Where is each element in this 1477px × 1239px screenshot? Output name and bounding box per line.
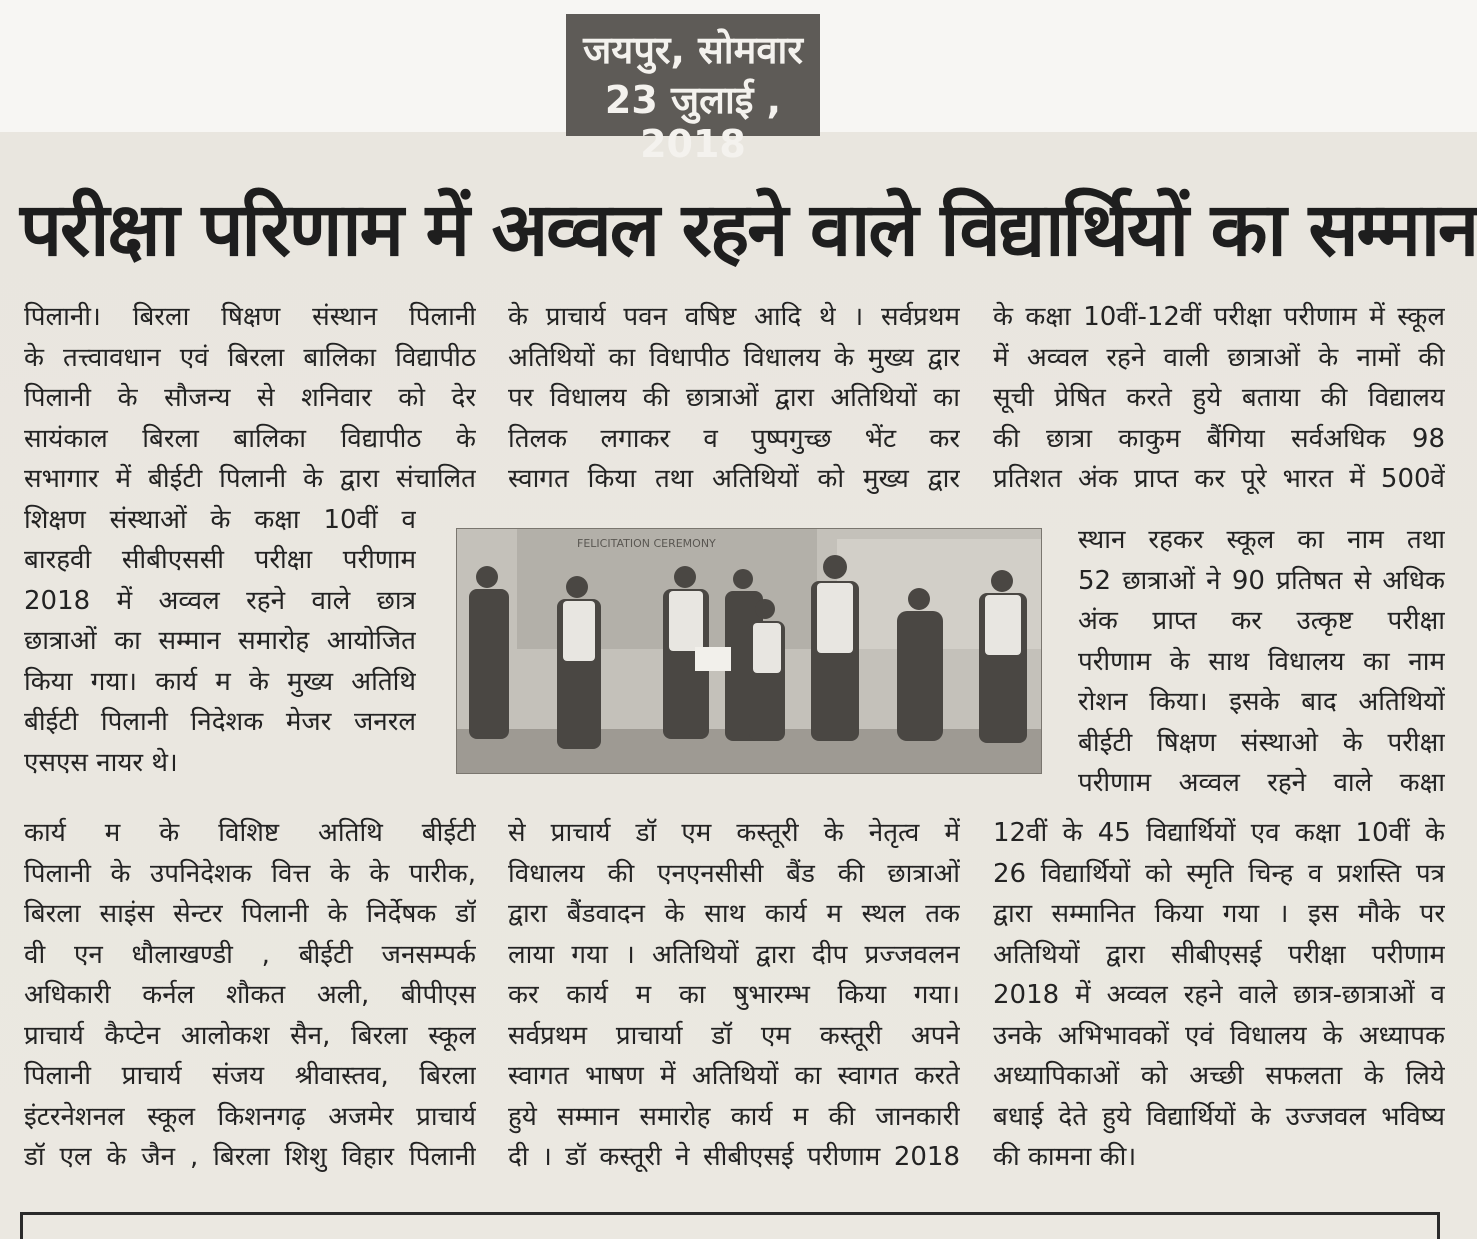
column-1-top bbox=[24, 297, 476, 783]
text-line: हुये सम्मान समारोह कार्य म की जानकारी bbox=[508, 1101, 960, 1132]
text-line: शिक्षण संस्थाओं के कक्षा 10वीं व bbox=[24, 504, 416, 535]
ceremony-photo bbox=[456, 528, 1042, 774]
text-line: पिलानी के उपनिदेशक वित्त के के पारीक, bbox=[24, 858, 476, 889]
column-2-bottom bbox=[508, 813, 960, 1178]
text-line: के प्राचार्य पवन वषिष्ट आदि थे । सर्वप्रथम bbox=[508, 302, 960, 332]
text-line: स्थान रहकर स्कूल का नाम तथा bbox=[1078, 525, 1445, 555]
text-line: पिलानी के सौजन्य से शनिवार को देर bbox=[24, 383, 476, 413]
column-2-top bbox=[508, 297, 960, 500]
text-line: छात्राओं का सम्मान समारोह आयोजित bbox=[24, 626, 416, 656]
text-line: द्वारा बैंडवादन के साथ कार्य म स्थल तक bbox=[508, 899, 960, 929]
column-1-bottom bbox=[24, 813, 476, 1178]
text-line: परीणाम अव्वल रहने वाले कक्षा bbox=[1078, 768, 1445, 798]
text-line: इंटरनेशनल स्कूल किशनगढ़ अजमेर प्राचार्य bbox=[24, 1101, 476, 1132]
text-line: की छात्रा काकुम बैंगिया सर्वअधिक 98 bbox=[993, 423, 1445, 454]
text-line: पर विधालय की छात्राओं द्वारा अतिथियों का bbox=[508, 383, 960, 413]
text-line: सर्वप्रथम प्राचार्या डॉ एम कस्तूरी अपने bbox=[508, 1020, 960, 1051]
text-line: बिरला साइंस सेन्टर पिलानी के निर्देषक डॉ bbox=[24, 899, 476, 929]
text-line: बधाई देते हुये विद्यार्थियों के उज्जवल भविष्य bbox=[993, 1101, 1445, 1132]
text-line: कर कार्य म का षुभारम्भ किया गया। bbox=[508, 980, 960, 1010]
text-line: अतिथियों द्वारा सीबीएसई परीक्षा परीणाम bbox=[993, 939, 1445, 970]
text-line: उनके अभिभावकों एवं विधालय के अध्यापक bbox=[993, 1020, 1445, 1051]
text-line: वी एन धौलाखण्डी , बीईटी जनसम्पर्क bbox=[24, 939, 476, 970]
column-3-top bbox=[993, 297, 1445, 500]
text-line: 52 छात्राओं ने 90 प्रतिषत से अधिक bbox=[1078, 565, 1445, 596]
text-line: किया गया। कार्य म के मुख्य अतिथि bbox=[24, 666, 416, 697]
text-line: प्रतिशत अंक प्राप्त कर पूरे भारत में 500वें bbox=[993, 464, 1445, 494]
ceremony-photo-image bbox=[457, 529, 1041, 773]
text-line: प्राचार्य कैप्टेन आलोकश सैन, बिरला स्कूल bbox=[24, 1020, 476, 1051]
text-line: पिलानी। बिरला षिक्षण संस्थान पिलानी bbox=[24, 302, 476, 332]
text-line: पिलानी प्राचार्य संजय श्रीवास्तव, बिरला bbox=[24, 1061, 476, 1091]
text-line: के तत्त्वावधान एवं बिरला बालिका विद्यापीठ bbox=[24, 342, 476, 373]
text-line: सभागार में बीईटी पिलानी के द्वारा संचालित bbox=[24, 464, 476, 494]
text-line: द्वारा सम्मानित किया गया । इस मौके पर bbox=[993, 899, 1445, 929]
text-line: की कामना की। bbox=[993, 1142, 1137, 1172]
text-line: स्वागत किया तथा अतिथियों को मुख्य द्वार bbox=[508, 464, 960, 494]
text-line: स्वागत भाषण में अतिथियों का स्वागत करते bbox=[508, 1061, 960, 1091]
text-line: अधिकारी कर्नल शौकत अली, बीपीएस bbox=[24, 980, 476, 1010]
dateline-box bbox=[566, 14, 820, 166]
text-line: दी । डॉ कस्तूरी ने सीबीएसई परीणाम 2018 bbox=[508, 1142, 960, 1172]
text-line: के कक्षा 10वीं-12वीं परीक्षा परीणाम में स्कूल bbox=[993, 302, 1445, 332]
text-line: अंक प्राप्त कर उत्कृष्ट परीक्षा bbox=[1078, 606, 1445, 636]
text-line: 2018 में अव्वल रहने वाले छात्र-छात्राओं व bbox=[993, 980, 1445, 1010]
text-line: परीणाम के साथ विधालय का नाम bbox=[1078, 646, 1445, 677]
text-line: बीईटी पिलानी निदेशक मेजर जनरल bbox=[24, 707, 416, 737]
column-3-middle bbox=[1078, 520, 1445, 804]
text-line: रोशन किया। इसके बाद अतिथियों bbox=[1078, 687, 1445, 717]
text-line: बीईटी षिक्षण संस्थाओ के परीक्षा bbox=[1078, 727, 1445, 758]
text-line: कार्य म के विशिष्ट अतिथि बीईटी bbox=[24, 818, 476, 848]
text-line: 12वीं के 45 विद्यार्थियों एव कक्षा 10वीं के bbox=[993, 818, 1445, 848]
text-line: में अव्वल रहने वाली छात्राओं के नामों की bbox=[993, 342, 1445, 373]
text-line: डॉ एल के जैन , बिरला शिशु विहार पिलानी bbox=[24, 1142, 476, 1172]
text-line: 26 विद्यार्थियों को स्मृति चिन्ह व प्रशस्ति पत्र bbox=[993, 858, 1445, 889]
text-line: तिलक लगाकर व पुष्पगुच्छ भेंट कर bbox=[508, 423, 960, 454]
text-line: लाया गया । अतिथियों द्वारा दीप प्रज्जवलन bbox=[508, 939, 960, 970]
bottom-border-right bbox=[1437, 1212, 1440, 1239]
column-3-bottom bbox=[993, 813, 1445, 1178]
text-line: बारहवी सीबीएससी परीक्षा परीणाम bbox=[24, 545, 416, 575]
text-line: सायंकाल बिरला बालिका विद्यापीठ के bbox=[24, 423, 476, 454]
dateline-city-day: जयपुर, सोमवार bbox=[583, 28, 803, 72]
text-line: से प्राचार्य डॉ एम कस्तूरी के नेतृत्व में bbox=[508, 818, 960, 848]
banner-text: FELICITATION CEREMONY bbox=[577, 537, 716, 550]
text-line: अतिथियों का विधापीठ विधालय के मुख्य द्वार bbox=[508, 342, 960, 373]
text-line: 2018 में अव्वल रहने वाले छात्र bbox=[24, 585, 416, 616]
text-line: विधालय की एनएनसीसी बैंड की छात्राओं bbox=[508, 858, 960, 889]
text-line: अध्यापिकाओं को अच्छी सफलता के लिये bbox=[993, 1061, 1445, 1091]
text-line: सूची प्रेषित करते हुये बताया की विद्यालय bbox=[993, 383, 1445, 413]
bottom-border-rule bbox=[20, 1212, 1440, 1215]
headline: परीक्षा परिणाम में अव्वल रहने वाले विद्यार्थियों का सम्मान bbox=[20, 187, 1477, 273]
bottom-border-left bbox=[20, 1212, 23, 1239]
text-line: एसएस नायर थे। bbox=[24, 747, 178, 778]
dateline-date: 23 जुलाई , 2018 bbox=[604, 78, 782, 166]
